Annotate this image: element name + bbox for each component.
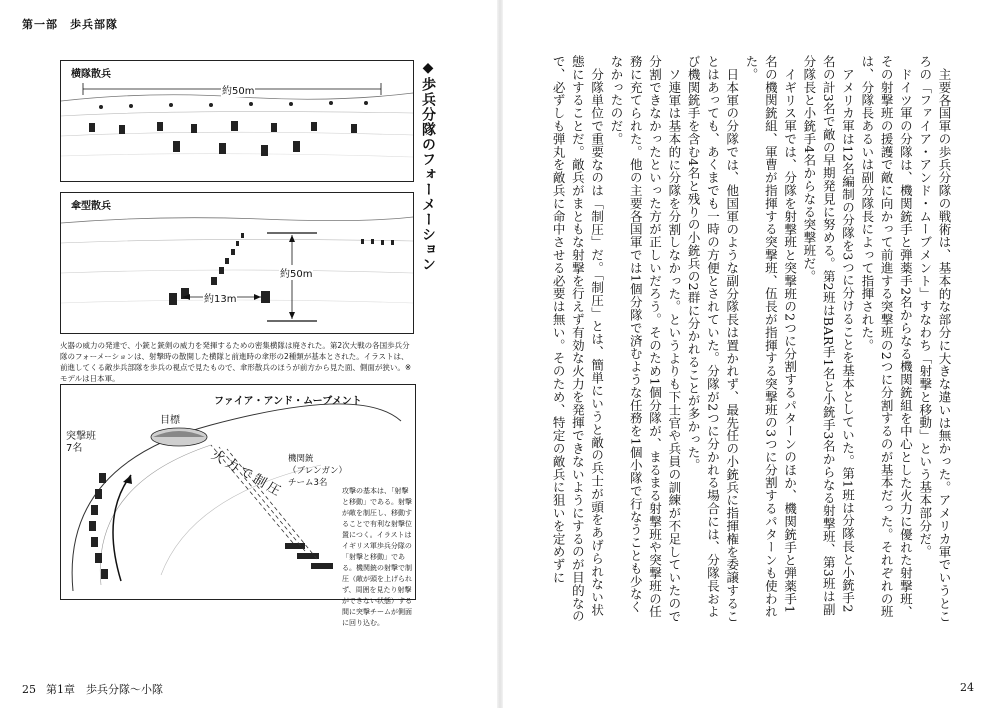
fire-suppression-label: 火力で制圧	[208, 447, 286, 501]
wedge-depth-distance: 約50m	[279, 265, 313, 280]
figure-line-formation	[60, 60, 414, 182]
fire-and-movement-caption: 攻撃の基本は、「射撃と移動」である。射撃が敵を制圧し、移動することで有利な射撃位置につく。イラストはイギリス軍歩兵分隊の「射撃と移動」である。機関銃の射撃で制圧（敵が頭を上げられず、周囲を見たり射撃ができない状態）する間に突撃チームが側面に回り込む。	[342, 487, 412, 627]
body-paragraph: ソ連軍は基本的に分隊を分割しなかった。というよりも下士官や兵員の訓練が不足していたので分割できなかったといった方が正しいだろう。そのため1個分隊が、まるまる射撃班や突撃班の任務に充てられた。他の主要各国軍では1個分隊で済むような任務を1個小隊で行なうことも少なくなかったのだ。	[608, 55, 682, 623]
chapter-title: 第1章 歩兵分隊～小隊	[46, 683, 163, 696]
body-paragraph: 日本軍の分隊では、他国軍のような副分隊長は置かれず、最先任の小銃兵に指揮権を委譲することはあっても、あくまでも一時の方便とされていた。分隊が2つに分かれる場合には、分隊長および機関銃手を含む4名と残りの小銃兵の2群に分かれることが多かった。	[686, 55, 740, 623]
part-title: 第一部 歩兵部隊	[22, 18, 118, 31]
line-formation-illustration	[61, 61, 413, 181]
fire-and-movement-title: ファイア・アンド・ムーブメント	[214, 396, 362, 407]
machine-gun-team-label: 機関銃 （ブレンガン） チーム3名	[288, 454, 347, 488]
wedge-formation-label: 傘型散兵	[69, 197, 113, 212]
wedge-width-distance: 約13m	[203, 290, 237, 305]
page-gutter	[497, 0, 503, 708]
body-paragraph: ドイツ軍の分隊は、機関銃手と弾薬手2名からなる機関銃組を中心とした火力に優れた射撃班、その射撃班の援護で敵に向かって前進する突撃班の2つに分割するのが基本だった。それぞれの班は、分隊長あるいは副分隊長によって指揮された。	[859, 55, 914, 619]
assault-team-label: 突撃班 7名	[66, 431, 96, 454]
body-paragraph: 主要各国軍の歩兵分隊の戦術は、基本的な部分に大きな違いは無かった。アメリカ軍でいうところの「ファイア・アンド・ムーブメント」すなわち「射撃と移動」という基本部分だ。	[917, 55, 952, 623]
figure-wedge-formation	[60, 192, 414, 334]
target-label: 目標	[159, 411, 181, 426]
line-formation-label: 横隊散兵	[69, 65, 113, 80]
right-page-number: 24	[960, 681, 974, 694]
left-page-number: 25	[22, 683, 36, 696]
wedge-formation-illustration	[61, 193, 413, 333]
body-paragraph: 分隊単位で重要なのは「制圧」だ。「制圧」とは、簡単にいうと敵の兵士が頭をあげられない状態にすることだ。敵兵がまともな射撃を行えず有効な火力を発揮できないようにするのが目的なので、必ずしも弾丸を敵兵に命中させる必要は無い。そのため、特定の敵兵に狙いを定めずに	[551, 55, 605, 623]
body-text	[544, 55, 954, 625]
formation-caption: 火器の威力の発達で、小銃と銃剣の威力を発揮するための密集横隊は廃された。第2次大戦の各国歩兵分隊のフォーメーションは、射撃時の散開した横隊と前進時の傘形の2種類が基本とされた。イラストは、前進してくる敵歩兵部隊を歩兵の視点で見たもので、傘形散兵のほうが前方から見た面、側面が狭い。※モデルは日本軍。	[60, 341, 412, 383]
section-heading: ◆歩兵分隊のフォーメーション	[420, 60, 436, 272]
line-formation-distance: 約50m	[221, 82, 255, 97]
body-paragraph: イギリス軍では、分隊を射撃班と突撃班の2つに分割するパターンのほか、機関銃手と弾薬手1名の機関銃組、軍曹が指揮する突撃班、伍長が指揮する突撃班の3つに分割するパターンも使われた。	[744, 55, 798, 619]
left-footer	[22, 681, 173, 697]
body-paragraph: アメリカ軍は12名編制の分隊を3つに分けることを基本としていた。第1班は分隊長と小銃手2名の計3名で敵の早期発見に努める。第2班はBAR手1名と小銃手3名からなる射撃班、第3班は副分隊長と小銃手4名からなる突撃班だ。	[801, 55, 856, 616]
